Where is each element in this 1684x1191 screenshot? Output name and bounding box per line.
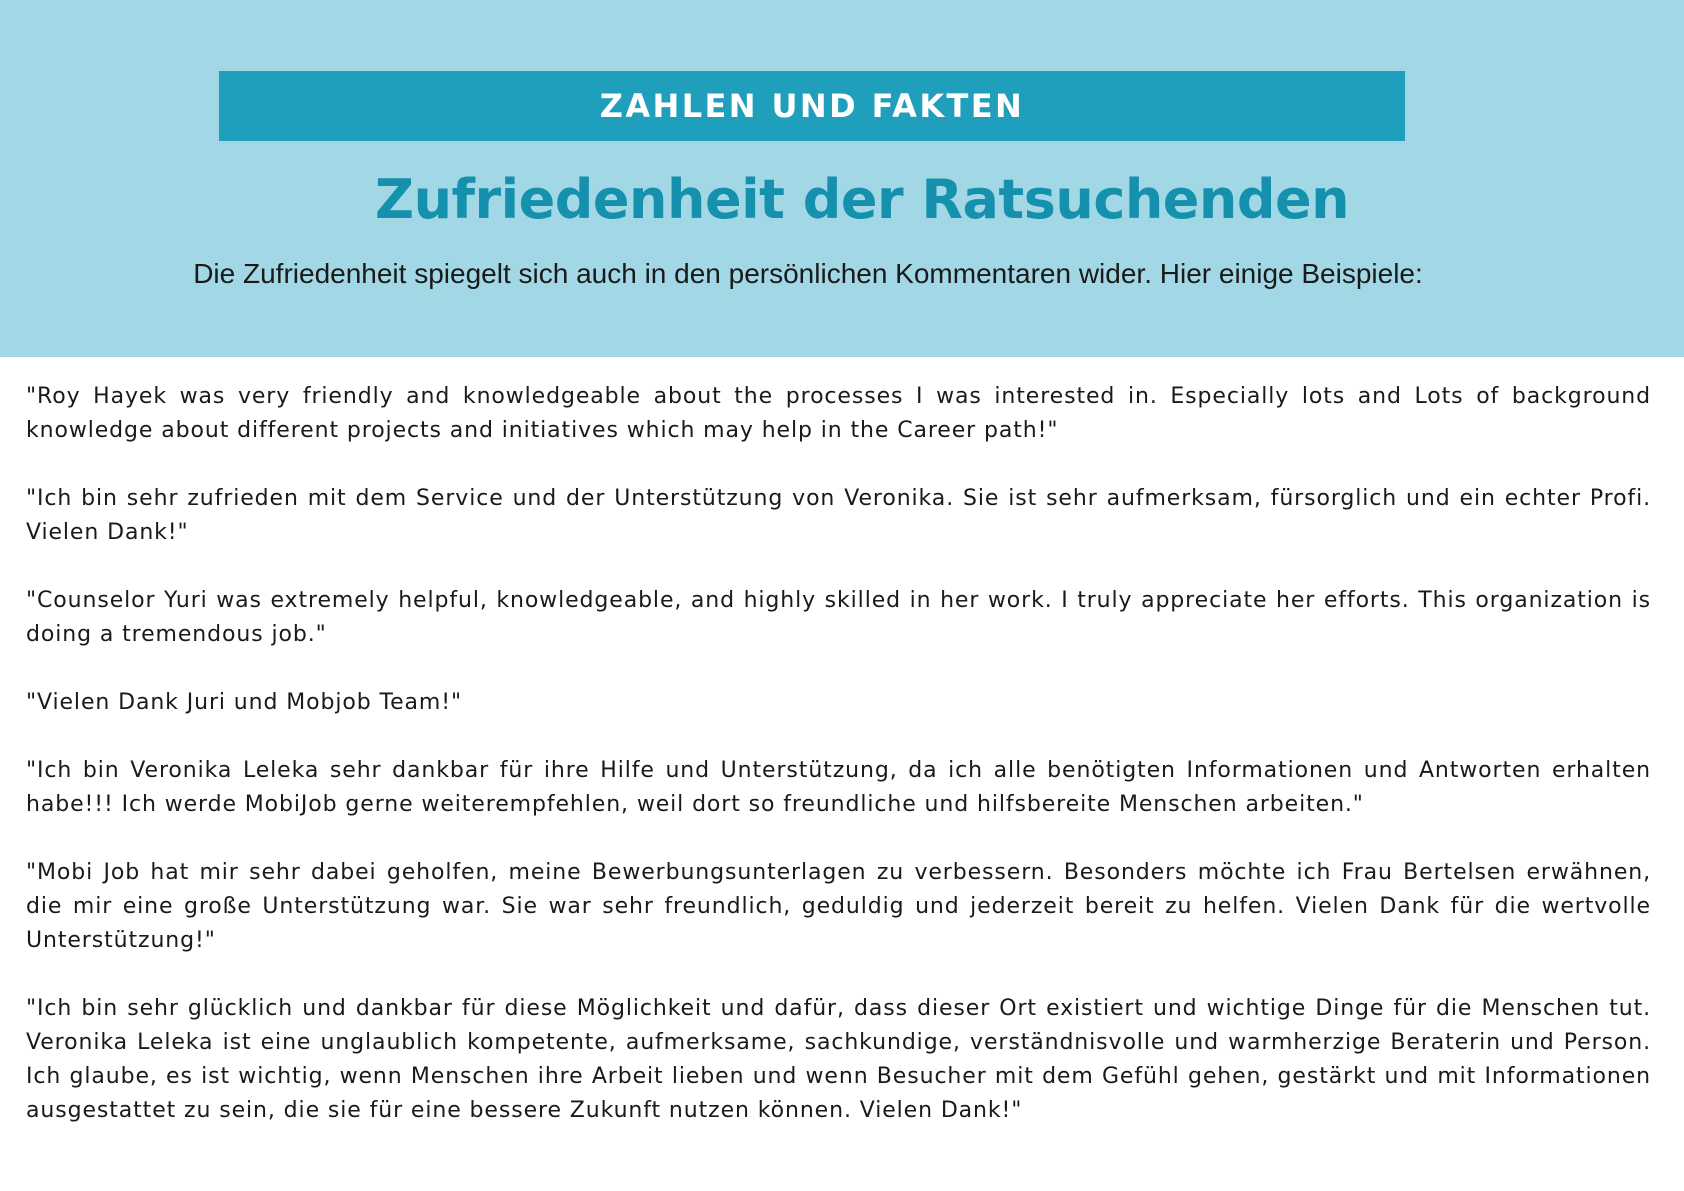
comment-item: "Mobi Job hat mir sehr dabei geholfen, meine Bewerbungsunterlagen zu verbessern. Besonders möchte ich Frau Bertelsen erwähnen, die mir eine große Unterstützung war. Sie war sehr freundlich, geduldig und jederzeit bereit zu helfen. Vielen Dank für die wertvolle Unterstützung!" <box>26 860 1651 953</box>
comment-item: "Counselor Yuri was extremely helpful, knowledgeable, and highly skilled in her work. I truly appreciate her efforts. This organization is doing a tremendous job." <box>26 588 1651 647</box>
header-band <box>0 0 1684 357</box>
page-title: Zufriedenheit der Ratsuchenden <box>374 168 1350 231</box>
section-label: ZAHLEN UND FAKTEN <box>599 87 1025 125</box>
comment-item: "Ich bin sehr glücklich und dankbar für diese Möglichkeit und dafür, dass dieser Ort existiert und wichtige Dinge für die Menschen tut. Veronika Leleka ist eine unglaublich kompetente, aufmerksame, sachkundige, verständnisvolle und warmherzige Beraterin und Person. Ich glaube, es ist wichtig, wenn Menschen ihre Arbeit lieben und wenn Besucher mit dem Gefühl gehen, gestärkt und mit Informationen ausgestattet zu sein, die sie für eine bessere Zukunft nutzen können. Vielen Dank!" <box>26 996 1651 1123</box>
comment-item: "Roy Hayek was very friendly and knowledgeable about the processes I was interested in. Especially lots and Lots of background knowledge about different projects and initiatives which may help in the Career path!" <box>26 384 1651 443</box>
comment-item: "Vielen Dank Juri und Mobjob Team!" <box>26 690 462 715</box>
comment-item: "Ich bin sehr zufrieden mit dem Service und der Unterstützung von Veronika. Sie ist sehr aufmerksam, fürsorglich und ein echter Profi. Vielen Dank!" <box>26 486 1651 545</box>
comment-item: "Ich bin Veronika Leleka sehr dankbar für ihre Hilfe und Unterstützung, da ich alle benötigten Informationen und Antworten erhalten habe!!! Ich werde MobiJob gerne weiterempfehlen, weil dort so freundliche und hilfsbereite Menschen arbeiten." <box>26 758 1651 817</box>
intro-text: Die Zufriedenheit spiegelt sich auch in den persönlichen Kommentaren wider. Hier einige Beispiele: <box>193 258 1423 289</box>
comments-list <box>26 380 1651 1162</box>
section-banner <box>219 71 1405 141</box>
